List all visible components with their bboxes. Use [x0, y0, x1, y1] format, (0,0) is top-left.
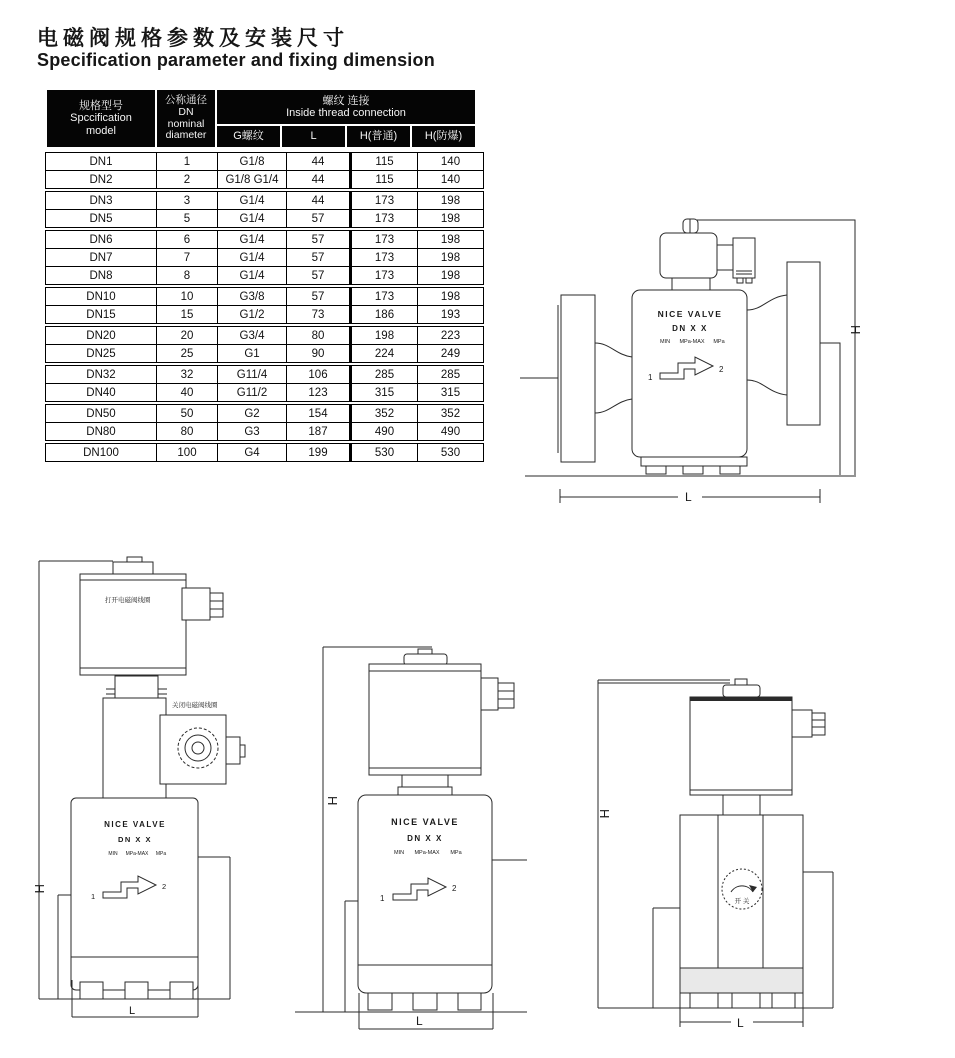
connector-foot	[746, 278, 752, 283]
spec-table	[45, 88, 477, 464]
table-row	[46, 345, 484, 363]
coil-close	[160, 715, 226, 784]
table-cell: G11/2	[218, 384, 287, 402]
table-cell: 173	[351, 249, 418, 267]
coil-cap	[113, 562, 153, 574]
coil	[369, 664, 481, 775]
header-spec-zh: 规格型号	[79, 100, 123, 113]
table-cell: 315	[418, 384, 484, 402]
table-cell: 3	[157, 192, 218, 210]
table-cell: 530	[351, 444, 418, 462]
coil-neck	[115, 676, 158, 698]
table-row	[46, 384, 484, 402]
table-cell: DN1	[46, 153, 157, 171]
base-bolt	[368, 993, 392, 1010]
table-cell: 199	[287, 444, 351, 462]
neck-flange	[398, 787, 452, 795]
valve-name-text: NICE VALVE	[657, 309, 723, 319]
connector-box	[182, 588, 210, 620]
table-row	[46, 192, 484, 210]
table-cell: 32	[157, 366, 218, 384]
table-cell: 186	[351, 306, 418, 324]
table-cell: 44	[287, 192, 351, 210]
coil-close-label: 关闭电磁阀线圈	[172, 702, 218, 709]
table-cell: 285	[351, 366, 418, 384]
drawing-manual-valve	[590, 665, 950, 1058]
upper-body-column	[103, 698, 166, 798]
table-cell: DN25	[46, 345, 157, 363]
table-row	[46, 231, 484, 249]
table-cell: 10	[157, 288, 218, 306]
connector-foot	[737, 278, 743, 283]
header-dn-diameter: diameter	[165, 129, 207, 142]
page-title-en: Specification parameter and fixing dimension	[37, 50, 435, 70]
header-spec-model	[46, 89, 156, 148]
table-cell: G3/8	[218, 288, 287, 306]
table-cell: DN6	[46, 231, 157, 249]
table-cell: 57	[287, 288, 351, 306]
table-cell: 20	[157, 327, 218, 345]
table-cell: 198	[418, 210, 484, 228]
table-cell: 115	[351, 171, 418, 189]
table-cell: 315	[351, 384, 418, 402]
valve-name-text: NICE VALVE	[391, 817, 459, 827]
table-cell: 2	[157, 171, 218, 189]
valve-base	[641, 457, 747, 466]
table-row	[46, 444, 484, 462]
table-cell: 140	[418, 171, 484, 189]
header-sub-g-thread: G螺纹	[216, 125, 281, 148]
base-bolt	[413, 993, 437, 1010]
table-row	[46, 306, 484, 324]
right-bracket	[820, 343, 840, 475]
table-cell: 8	[157, 267, 218, 285]
table-row	[46, 267, 484, 285]
port-1-label: 1	[380, 894, 385, 903]
pressure-min-text: MIN	[393, 850, 405, 856]
dim-l-label: L	[129, 1005, 136, 1017]
table-cell: DN7	[46, 249, 157, 267]
table-cell: G1/4	[218, 231, 287, 249]
connector-box	[481, 678, 498, 710]
table-cell: G11/4	[218, 366, 287, 384]
table-cell: 187	[287, 423, 351, 441]
coil-close-connector-nub	[240, 745, 245, 757]
pressure-min-text: MIN	[108, 851, 118, 857]
header-thread-en: Inside thread connection	[286, 107, 406, 119]
table-cell: 57	[287, 210, 351, 228]
base-bolt	[732, 993, 760, 1008]
header-thread-zh: 螺纹 连接	[322, 94, 370, 107]
table-cell: 154	[287, 405, 351, 423]
table-cell: 352	[418, 405, 484, 423]
table-cell: 7	[157, 249, 218, 267]
connector-box	[792, 710, 812, 737]
port-1-label: 1	[91, 892, 96, 901]
header-thread-group	[216, 89, 476, 125]
table-cell: DN80	[46, 423, 157, 441]
table-cell: G3	[218, 423, 287, 441]
dim-h-label: H	[597, 809, 612, 819]
port-2-label: 2	[719, 365, 724, 374]
coil-cap	[723, 685, 760, 697]
base-bolt	[125, 982, 148, 999]
table-row	[46, 153, 484, 171]
pressure-mid-text: MPa-MAX	[125, 851, 149, 857]
table-row-group	[45, 326, 484, 363]
table-row	[46, 249, 484, 267]
table-cell: DN40	[46, 384, 157, 402]
base-bolt	[683, 466, 703, 474]
table-cell: 198	[418, 288, 484, 306]
table-cell: 352	[351, 405, 418, 423]
table-cell: 25	[157, 345, 218, 363]
table-cell: 198	[418, 192, 484, 210]
base-bolt	[458, 993, 481, 1010]
table-cell: 173	[351, 210, 418, 228]
header-sub-l: L	[281, 125, 346, 148]
flange-left	[561, 295, 595, 462]
table-row	[46, 210, 484, 228]
table-row	[46, 327, 484, 345]
table-cell: 173	[351, 288, 418, 306]
header-dn-nominal: nominal	[167, 117, 205, 130]
coil-cap-nub	[735, 679, 747, 685]
table-cell: DN100	[46, 444, 157, 462]
table-cell: 73	[287, 306, 351, 324]
table-cell: 1	[157, 153, 218, 171]
table-cell: DN50	[46, 405, 157, 423]
pressure-max-text: MPa	[155, 851, 167, 857]
header-sub-h-explosionproof: H(防爆)	[411, 125, 476, 148]
table-cell: 80	[157, 423, 218, 441]
coil	[690, 697, 792, 795]
table-cell: DN15	[46, 306, 157, 324]
coil-close-connector	[226, 737, 240, 764]
table-cell: 100	[157, 444, 218, 462]
table-cell: G1/4	[218, 267, 287, 285]
table-cell: DN3	[46, 192, 157, 210]
table-cell: G1/4	[218, 249, 287, 267]
coil-open	[80, 574, 186, 675]
table-cell: 106	[287, 366, 351, 384]
base-bolt	[720, 466, 740, 474]
table-row-group	[45, 404, 484, 441]
table-cell: 490	[418, 423, 484, 441]
port-1-label: 1	[648, 373, 653, 382]
valve-dn-text: DN X X	[672, 324, 708, 333]
valve-dn-text: DN X X	[407, 834, 443, 843]
table-cell: G1	[218, 345, 287, 363]
coil-cap	[404, 654, 447, 665]
dim-h-label: H	[325, 796, 340, 806]
pipe-waist-right	[747, 295, 787, 395]
table-cell: 224	[351, 345, 418, 363]
table-cell: G1/4	[218, 210, 287, 228]
header-spec-en2: model	[86, 124, 116, 137]
table-cell: 223	[418, 327, 484, 345]
table-cell: 173	[351, 231, 418, 249]
header-spec-en: Spccification	[70, 112, 132, 125]
table-cell: G2	[218, 405, 287, 423]
table-cell: 44	[287, 171, 351, 189]
dim-l-label: L	[737, 1016, 744, 1030]
connector-ribs	[498, 683, 514, 708]
pressure-max-text: MPa	[450, 850, 462, 856]
pressure-max-text: MPa	[713, 339, 725, 345]
table-row	[46, 366, 484, 384]
drawing-single-coil-valve	[295, 640, 530, 1040]
table-cell: 198	[418, 231, 484, 249]
table-row-group	[45, 287, 484, 324]
base-bolt	[772, 993, 795, 1008]
table-cell: 90	[287, 345, 351, 363]
valve-dn-text: DN X X	[117, 835, 153, 844]
valve-name-text: NICE VALVE	[104, 820, 166, 829]
table-cell: 173	[351, 192, 418, 210]
base-bolt	[646, 466, 666, 474]
table-cell: DN5	[46, 210, 157, 228]
pipe-waist-left	[595, 343, 632, 413]
table-row	[46, 288, 484, 306]
left-bracket	[345, 901, 358, 1012]
table-cell: DN8	[46, 267, 157, 285]
table-cell: 80	[287, 327, 351, 345]
header-dn: DN	[178, 105, 194, 118]
table-cell: 140	[418, 153, 484, 171]
table-cell: 57	[287, 231, 351, 249]
table-cell: G1/2	[218, 306, 287, 324]
table-cell: 193	[418, 306, 484, 324]
table-cell: 198	[418, 249, 484, 267]
connector-box	[733, 238, 755, 278]
table-cell: G3/4	[218, 327, 287, 345]
left-bracket	[58, 895, 71, 999]
table-cell: DN20	[46, 327, 157, 345]
drawing-flanged-valve	[520, 195, 950, 505]
table-cell: 173	[351, 267, 418, 285]
dial-label: 开 关	[734, 898, 750, 905]
table-cell: 123	[287, 384, 351, 402]
flange-right	[787, 262, 820, 425]
table-row-group	[45, 365, 484, 402]
header-nominal-diameter	[156, 89, 216, 148]
table-cell: DN10	[46, 288, 157, 306]
base-bolt	[690, 993, 718, 1008]
spec-table-body	[45, 152, 477, 462]
right-bracket	[198, 857, 230, 999]
table-cell: 115	[351, 153, 418, 171]
table-cell: DN2	[46, 171, 157, 189]
header-sub-h-normal: H(普通)	[346, 125, 411, 148]
base-bolt	[170, 982, 193, 999]
pressure-mid-text: MPa-MAX	[414, 850, 440, 856]
coil-top-band	[690, 697, 792, 701]
coil-neck	[723, 795, 760, 815]
table-cell: 530	[418, 444, 484, 462]
table-row-group	[45, 191, 484, 228]
table-row-group	[45, 443, 484, 462]
pressure-min-text: MIN	[659, 339, 671, 345]
table-cell: G1/8	[218, 153, 287, 171]
table-cell: 50	[157, 405, 218, 423]
table-cell: 5	[157, 210, 218, 228]
table-cell: 57	[287, 249, 351, 267]
dim-l-label: L	[685, 490, 692, 504]
table-row-group	[45, 152, 484, 189]
dim-l-label: L	[416, 1014, 423, 1028]
table-cell: DN32	[46, 366, 157, 384]
coil	[660, 233, 717, 278]
table-row	[46, 423, 484, 441]
table-cell: 44	[287, 153, 351, 171]
table-cell: 57	[287, 267, 351, 285]
pressure-mid-text: MPa-MAX	[679, 339, 705, 345]
table-header	[45, 88, 477, 149]
connector-ribs	[210, 593, 223, 617]
table-cell: 6	[157, 231, 218, 249]
table-row	[46, 405, 484, 423]
table-row-group	[45, 230, 484, 285]
dim-h-label: H	[848, 325, 863, 335]
table-cell: 490	[351, 423, 418, 441]
dim-h-label: H	[32, 884, 47, 894]
port-2-label: 2	[162, 882, 167, 891]
left-bracket	[653, 908, 680, 1008]
table-cell: 249	[418, 345, 484, 363]
table-cell: 15	[157, 306, 218, 324]
port-2-label: 2	[452, 884, 457, 893]
table-cell: G4	[218, 444, 287, 462]
table-cell: 285	[418, 366, 484, 384]
table-cell: 198	[351, 327, 418, 345]
right-bracket	[803, 872, 833, 1008]
page-title-zh: 电磁阀规格参数及安装尺寸	[37, 27, 349, 50]
connector-ribs	[812, 713, 825, 735]
table-row	[46, 171, 484, 189]
base-band	[680, 968, 803, 993]
table-cell: G1/4	[218, 192, 287, 210]
table-cell: 198	[418, 267, 484, 285]
table-cell: G1/8 G1/4	[218, 171, 287, 189]
table-cell: 40	[157, 384, 218, 402]
coil-neck	[402, 775, 448, 787]
base-bolt	[80, 982, 103, 999]
coil-open-label: 打开电磁阀线圈	[105, 597, 151, 604]
coil-neck	[672, 278, 710, 290]
header-dn-zh: 公称通径	[165, 94, 207, 106]
drawing-dual-coil-valve	[25, 550, 275, 1030]
